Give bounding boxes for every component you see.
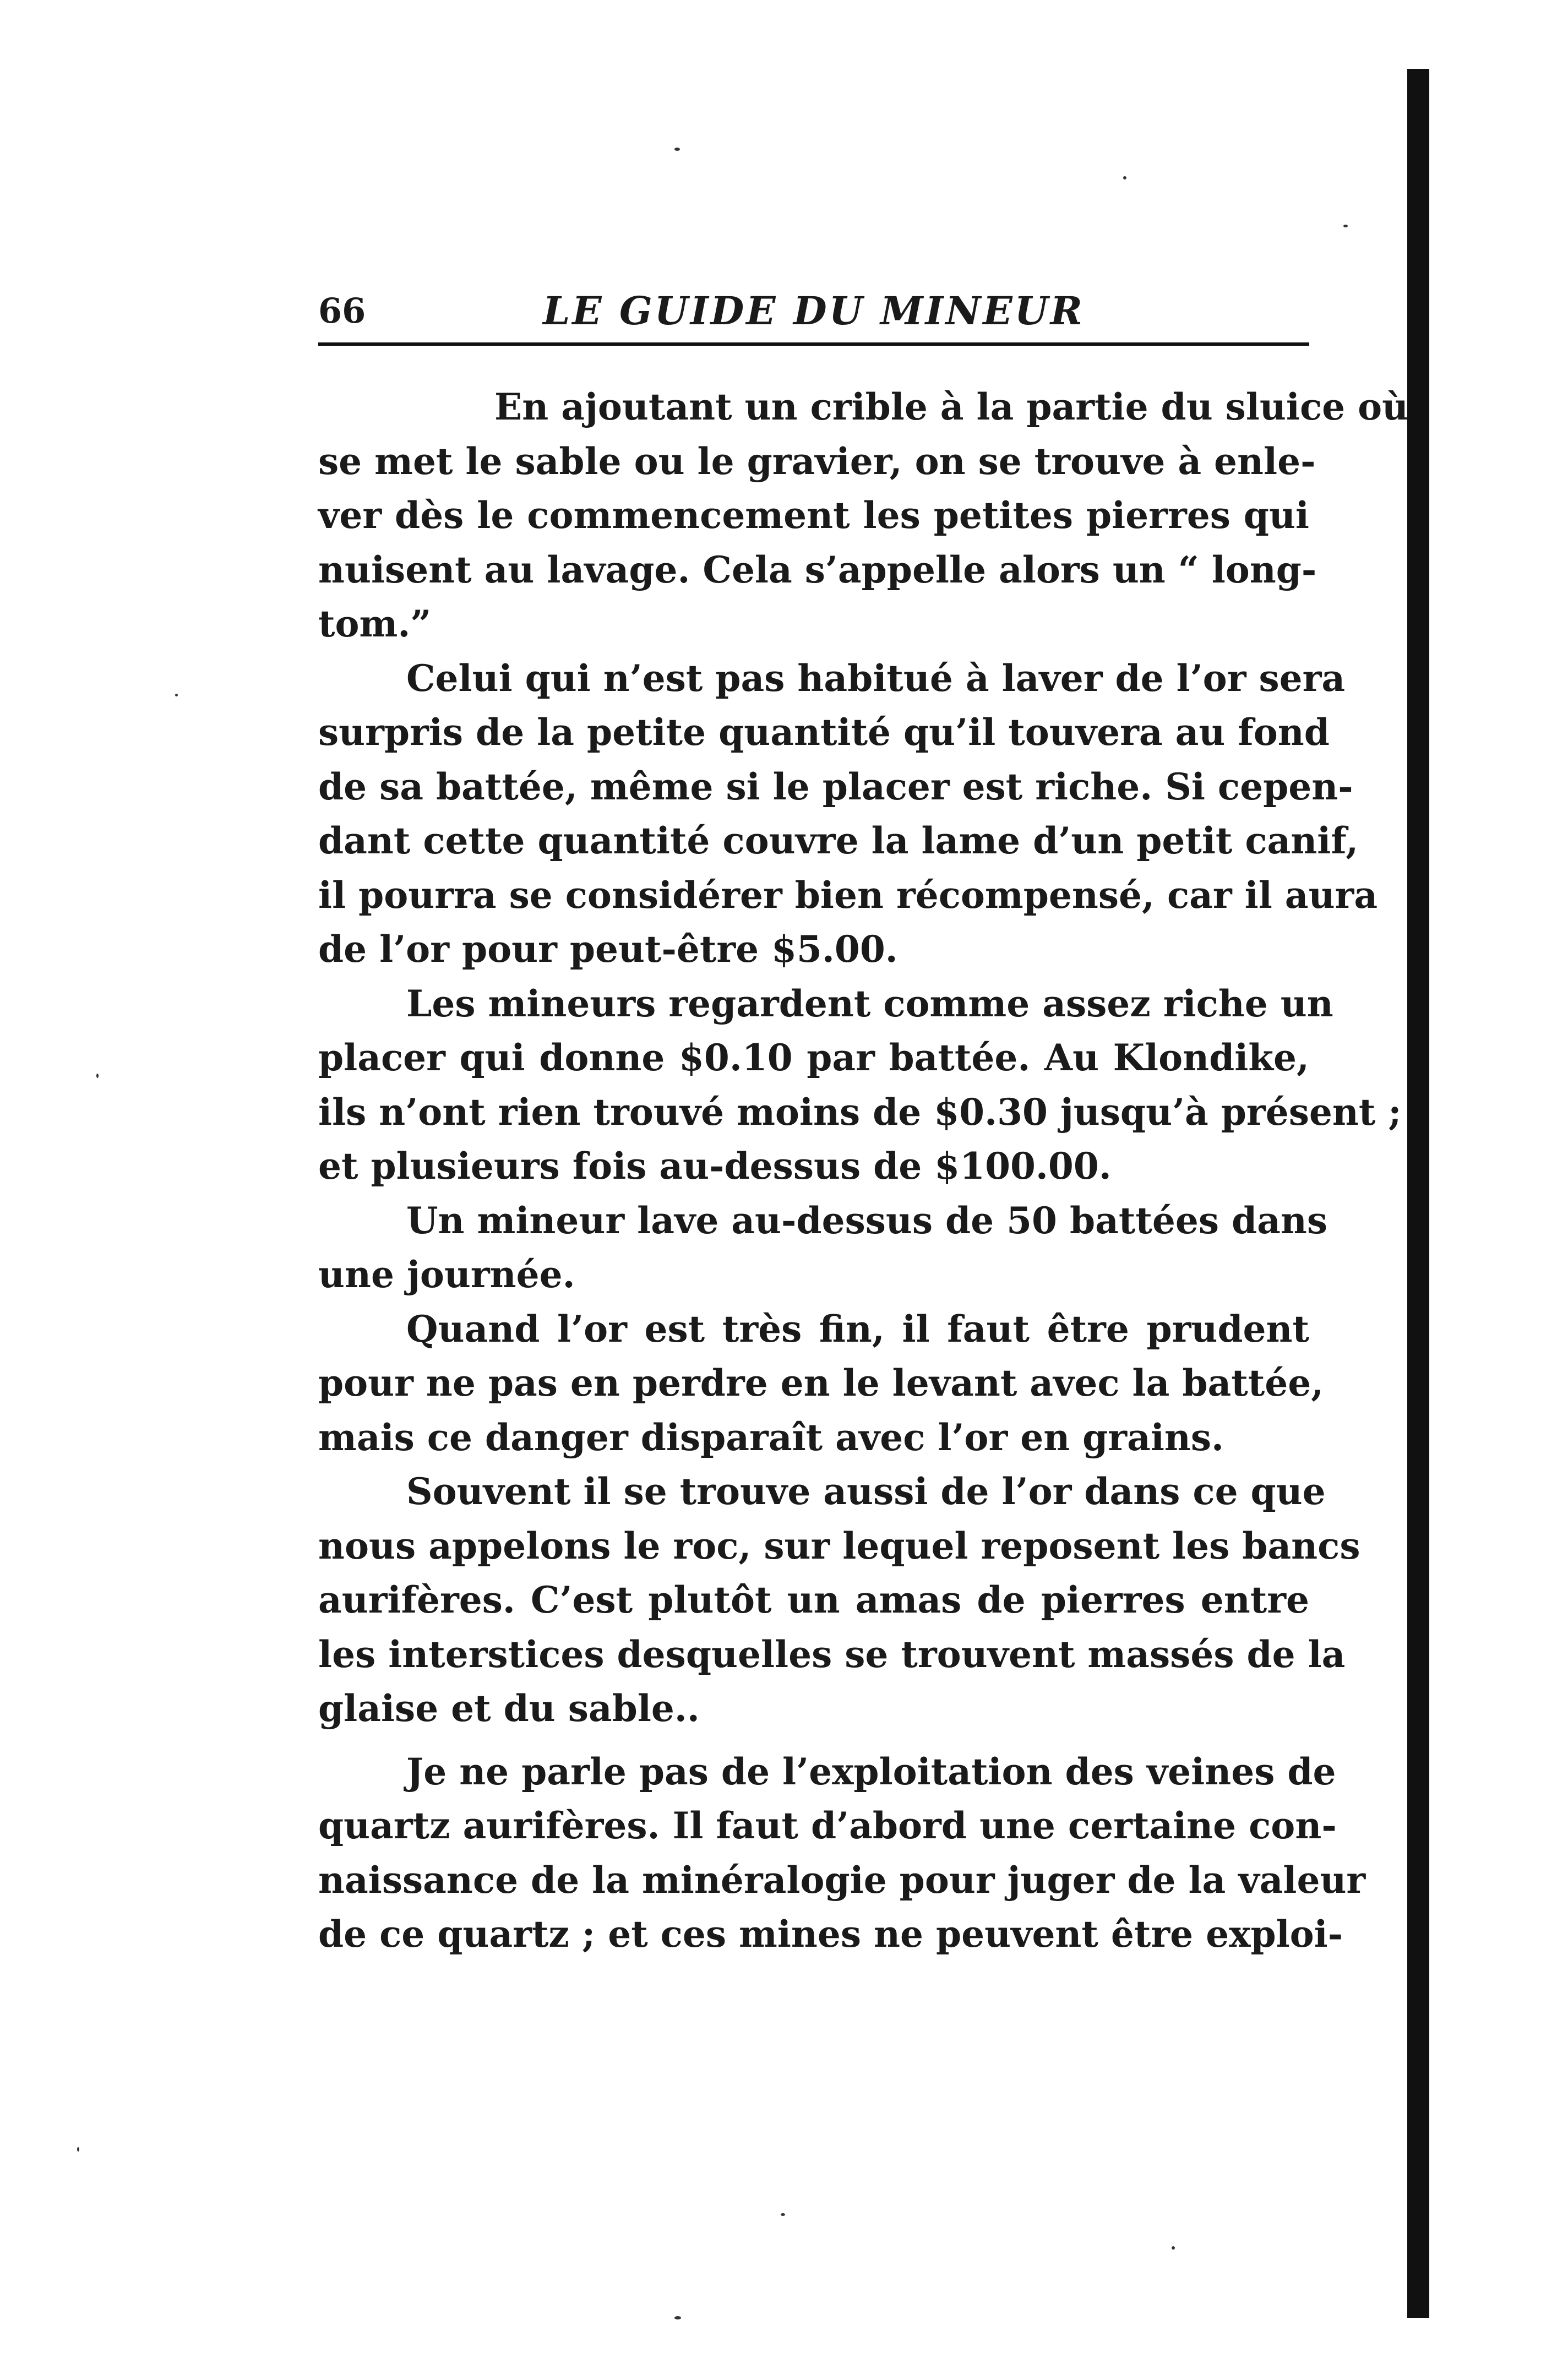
text-line: ils n’ont rien trouvé moins de $0.30 jusqu’à présent ; [318,1090,1402,1134]
text-line: mais ce danger disparaît avec l’or en grains. [318,1415,1224,1459]
text-line: de l’or pour peut-être $5.00. [318,928,898,971]
text-line: les interstices desquelles se trouvent massés de la [318,1632,1346,1676]
header-rule [318,342,1309,346]
paragraph [318,1302,1324,1465]
paragraph [318,1194,1328,1302]
page-header [318,284,1309,339]
text-line: En ajoutant un crible à la partie du sluice où [494,385,1409,428]
text-line: de sa battée, même si le placer est riche. Si cepen- [318,765,1353,808]
text-line: naissance de la minéralogie pour juger de la valeur [318,1858,1366,1902]
text-line: Souvent il se trouve aussi de l’or dans ce que [406,1470,1326,1513]
text-line: pour ne pas en perdre en le levant avec la battée, [318,1362,1324,1404]
text-line: Je ne parle pas de l’exploitation des veines de [406,1750,1336,1793]
scan-speck [1172,2246,1175,2250]
text-line: glaise et du sable.. [318,1687,700,1730]
paragraph [318,1745,1366,1962]
text-line: Celui qui n’est pas habitué à laver de l’or sera [406,656,1346,700]
scan-speck [96,1074,99,1078]
scan-speck [781,2213,785,2216]
text-line: et plusieurs fois au-dessus de $100.00. [318,1145,1112,1188]
scan-speck [1343,225,1348,227]
text-line: Les mineurs regardent comme assez riche un [406,982,1333,1025]
paragraph [318,977,1402,1194]
text-line: tom.” [318,602,432,645]
paragraph [318,380,1409,651]
text-line: ver dès le commencement les petites pierres qui [318,494,1309,537]
text-line: dant cette quantité couvre la lame d’un petit canif, [318,819,1359,862]
scan-speck [674,2316,681,2319]
scan-speck [77,2147,79,2152]
text-line: Quand l’or est très fin, il faut être prudent [406,1307,1309,1350]
text-line: nuisent au lavage. Cela s’appelle alors un “ long- [318,548,1317,591]
scan-speck [674,148,680,151]
text-line: nous appelons le roc, sur lequel reposent les bancs [318,1524,1360,1567]
text-line: de ce quartz ; et ces mines ne peuvent être exploi- [318,1913,1343,1956]
running-title: LE GUIDE DU MINEUR [543,288,1085,334]
scan-speck [1123,176,1126,179]
binding-edge [1407,69,1429,2318]
text-line: surpris de la petite quantité qu’il touvera au fond [318,711,1330,754]
text-line: se met le sable ou le gravier, on se trouve à enle- [318,439,1316,483]
text-line: une journée. [318,1253,575,1296]
text-line: Un mineur lave au-dessus de 50 battées dans [406,1199,1328,1242]
text-line: quartz aurifères. Il faut d’abord une certaine con- [318,1804,1337,1847]
text-line: placer qui donne $0.10 par battée. Au Klondike, [318,1036,1309,1079]
body-text [318,380,1409,1962]
text-line: aurifères. C’est plutôt un amas de pierres entre [318,1578,1309,1621]
paragraph [318,651,1378,977]
scan-speck [175,694,178,696]
page-number: 66 [318,291,366,331]
paragraph [318,1464,1360,1736]
text-line: il pourra se considérer bien récompensé, car il aura [318,873,1378,917]
